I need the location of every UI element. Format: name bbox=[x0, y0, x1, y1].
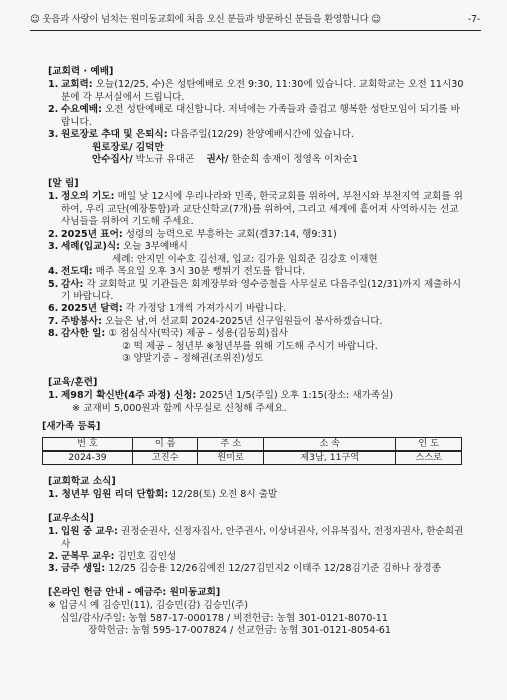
members-item: 1. 입원 중 교우: 권정순권사, 신정자집사, 안주권사, 이상녀권사, 이유복집사, 전정자권사, 한순희권사 bbox=[48, 526, 464, 550]
thanks-line: ③ 양말기증 – 정해권(조위진)성도 bbox=[122, 353, 264, 365]
table-header: 이 름 bbox=[132, 437, 198, 451]
table-header: 번 호 bbox=[43, 437, 133, 451]
retire-line: 원로장로/ 김덕만 bbox=[92, 141, 164, 153]
offering-note: ※ 입금시 예 김승민(11), 김승민(감) 김승민(주) bbox=[48, 600, 249, 612]
notice-item: 4. 전도대: 매주 목요일 오후 3시 30분 뻥튀기 전도를 합니다. bbox=[48, 266, 306, 278]
page-header bbox=[30, 14, 480, 26]
offering-section-title: [온라인 헌금 안내 - 예금주: 원미동교회] bbox=[48, 586, 221, 598]
notice-item: 7. 주방봉사: 오늘은 남,여 선교회 2024-2025년 신구임원들이 봉사하겠습니다. bbox=[48, 315, 383, 327]
table-cell: 고진수 bbox=[132, 451, 198, 465]
calendar-item: 3. 원로장로 추대 및 은퇴식: 다음주일(12/29) 찬양예배시간에 있습니다. bbox=[48, 129, 354, 141]
page-number: -7- bbox=[467, 14, 480, 25]
offering-account-line: 장학헌금: 농협 595-17-007824 / 선교헌금: 농협 301-0121-8054-61 bbox=[88, 625, 392, 637]
welcome-message: ☺ 웃음과 사랑이 넘치는 원미동교회에 처음 오신 분들과 방문하신 분들을 환영합니다 ☺ bbox=[30, 14, 381, 25]
new-family-table bbox=[42, 437, 462, 465]
table-cell: 제3남, 11구역 bbox=[264, 451, 396, 465]
offering-account-line: 십일/감사/주일: 농협 587-17-000178 / 비전헌금: 농협 301-0121-8070-11 bbox=[60, 612, 389, 624]
members-item: 3. 금주 생일: 12/25 김승용 12/26김예진 12/27김민지2 이태주 12/28김기준 김하나 장경종 bbox=[48, 563, 441, 575]
members-item: 2. 군복무 교우: 김민호 김인성 bbox=[48, 551, 177, 562]
notice-item: 2. 2025년 표어: 성령의 능력으로 부흥하는 교회(겔37:14, 행9:31) bbox=[48, 228, 337, 240]
header-divider bbox=[30, 30, 481, 31]
notice-item: 8. 감사한 일: ① 점심식사(떡국) 제공 – 성용(김동희)집사 bbox=[48, 328, 288, 340]
notice-item: 3. 세례(입교)식: 오늘 3부예배시 bbox=[48, 241, 188, 253]
calendar-section-title: [교회력 · 예배] bbox=[48, 66, 114, 77]
table-cell: 스스로 bbox=[396, 451, 462, 465]
bulletin-content bbox=[42, 66, 466, 638]
church-school-item: 1. 청년부 임원 리더 단합회: 12/28(토) 오전 8시 출발 bbox=[48, 489, 278, 501]
education-item: 1. 제98기 확신반(4주 과정) 신청: 2025년 1/5(주일) 오후 1:15(장소: 새가족실) bbox=[48, 390, 394, 402]
members-section-title: [교우소식] bbox=[48, 512, 94, 524]
church-school-section-title: [교회학교 소식] bbox=[48, 475, 116, 487]
table-cell: 원미로 bbox=[198, 451, 264, 465]
notice-item: 1. 정오의 기도: 매일 낮 12시에 우리나라와 민족, 한국교회를 위하여, 부천시와 부천지역 교회를 위하여, 우리 교단(예장통합)과 교단신학교(7개)를 위하여, 그리고 세계에 흩어져 사역하시는 선교사님들을 위하여 기도해 주세요. bbox=[48, 191, 463, 228]
calendar-item: 1. 교회력: 오늘(12/25, 수)은 성탄예배로 오전 9:30, 11:30에 있습니다. 교회학교는 오전 11시30분에 각 부서실에서 드립니다. bbox=[48, 79, 464, 103]
notice-item: 6. 2025년 달력: 각 가정당 1개씩 가져가시기 바랍니다. bbox=[48, 303, 287, 315]
calendar-item: 2. 수요예배: 오전 성탄예배로 대신합니다. 저녁에는 가족들과 즐겁고 행복한 성탄모임이 되기를 바랍니다. bbox=[48, 104, 460, 128]
thanks-line: ② 떡 제공 – 청년부 ※청년부를 위해 기도해 주시기 바랍니다. bbox=[122, 340, 378, 352]
table-header: 주 소 bbox=[198, 437, 264, 451]
table-row bbox=[43, 451, 462, 465]
education-section-title: [교육/훈련] bbox=[48, 376, 98, 388]
table-header: 인 도 bbox=[396, 437, 462, 451]
new-family-section-title: [새가족 등록] bbox=[42, 421, 101, 433]
table-header: 소 속 bbox=[264, 437, 396, 451]
notice-item: 5. 감사: 각 교회학교 및 기관들은 회계장부와 영수증철을 사무실로 다음주일(12/31)까지 제출하시기 바랍니다. bbox=[48, 278, 462, 302]
notices-section-title: [알 림] bbox=[48, 177, 79, 189]
table-cell: 2024-39 bbox=[43, 451, 133, 465]
retire-line: 안수집사/ 박노규 유대곤 권사/ 한순희 송재이 정영옥 이차순1 bbox=[92, 154, 359, 166]
education-note: ※ 교재비 5,000원과 함께 사무실로 신청해 주세요. bbox=[72, 402, 287, 414]
baptism-detail: 세례: 안지민 이수호 김선재, 입교: 김가윤 임희준 김강호 이재현 bbox=[112, 253, 378, 265]
